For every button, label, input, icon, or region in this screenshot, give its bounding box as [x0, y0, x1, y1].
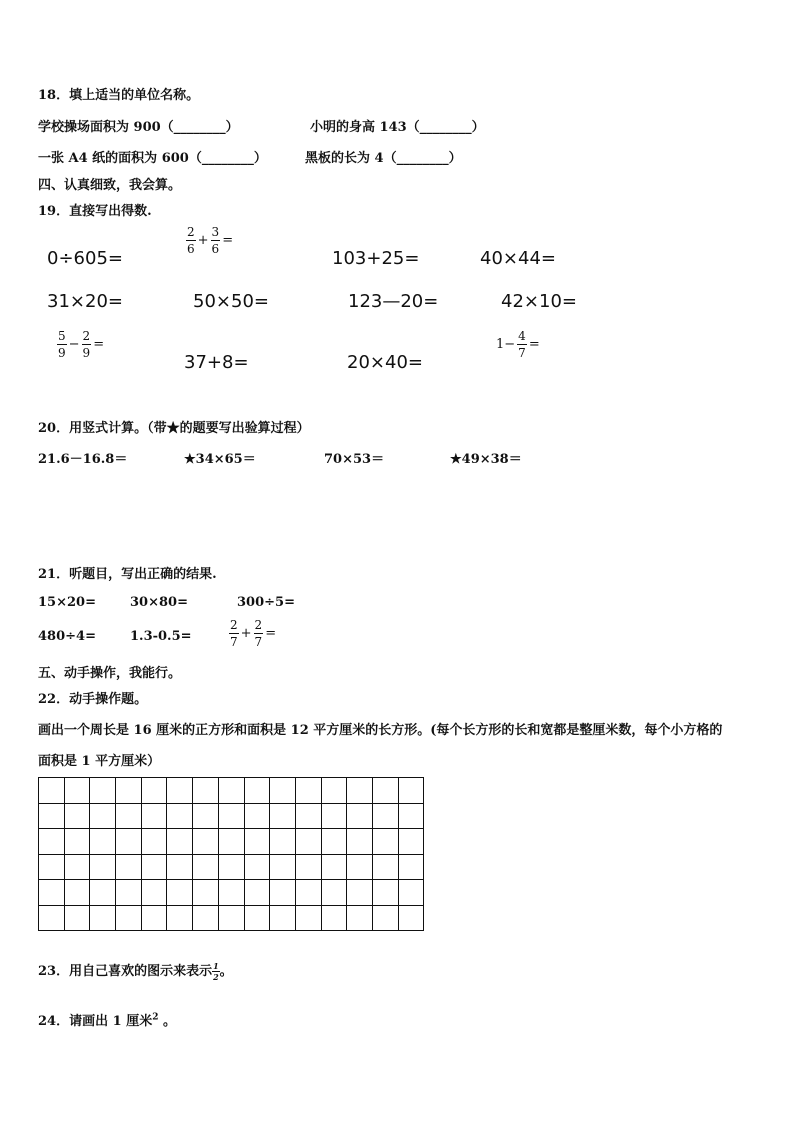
q19-expr-6: 50×50= [193, 291, 269, 312]
fraction-denominator: 7 [518, 346, 526, 360]
equals-sign: = [222, 233, 234, 248]
grid-cell[interactable] [270, 829, 296, 855]
q21-expr-2: 30×80= [130, 595, 188, 610]
q18-item-b: 小明的身高 143（________） [310, 120, 485, 135]
grid-cell[interactable] [64, 880, 90, 906]
section-4-heading: 四、认真细致，我会算。 [38, 178, 182, 193]
grid-cell[interactable] [218, 803, 244, 829]
q24-superscript: 2 [152, 1012, 159, 1023]
grid-cell[interactable] [372, 778, 398, 804]
q21-title: 21．听题目，写出正确的结果. [38, 567, 217, 582]
equals-sign: = [93, 337, 105, 352]
grid-cell[interactable] [167, 829, 193, 855]
grid-cell[interactable] [167, 803, 193, 829]
grid-cell[interactable] [90, 905, 116, 931]
fraction-denominator: 6 [211, 242, 220, 256]
grid-cell[interactable] [218, 880, 244, 906]
operator: + [197, 233, 209, 248]
grid-cell[interactable] [347, 803, 373, 829]
equals-sign: = [528, 337, 540, 352]
q20-expr-1: 21.6－16.8＝ [38, 452, 128, 467]
q19-expr-12 [494, 330, 542, 359]
fraction-numerator: 2 [230, 618, 238, 632]
grid-cell[interactable] [347, 854, 373, 880]
grid-cell[interactable] [244, 778, 270, 804]
grid-cell[interactable] [244, 803, 270, 829]
q22-instruction-line-2: 面积是 1 平方厘米） [38, 754, 161, 769]
grid-cell[interactable] [64, 905, 90, 931]
fraction-denominator: 7 [230, 635, 238, 649]
grid-cell[interactable] [398, 829, 424, 855]
q23-line [38, 960, 233, 981]
grid-cell[interactable] [372, 803, 398, 829]
grid-cell[interactable] [116, 854, 142, 880]
grid-cell[interactable] [39, 905, 65, 931]
q24-text: 24．请画出 1 厘米 [38, 1014, 153, 1029]
q19-expr-3: 103+25= [332, 248, 420, 269]
operator: − [68, 337, 80, 352]
grid-cell[interactable] [141, 854, 167, 880]
equals-sign: = [265, 626, 277, 641]
q18-title: 18．填上适当的单位名称。 [38, 88, 200, 103]
q20-expr-3: 70×53＝ [324, 452, 385, 467]
q21-expr-6 [229, 619, 278, 648]
q23-end: 。 [219, 964, 233, 979]
grid-cell[interactable] [270, 803, 296, 829]
grid-cell[interactable] [64, 778, 90, 804]
grid-cell[interactable] [398, 803, 424, 829]
grid-row [39, 905, 424, 931]
grid-cell[interactable] [347, 905, 373, 931]
section-5-heading: 五、动手操作，我能行。 [38, 666, 182, 681]
grid-row [39, 803, 424, 829]
fraction-numerator: 4 [518, 329, 526, 343]
drawing-grid[interactable] [38, 777, 424, 931]
fraction-numerator: 3 [211, 225, 220, 239]
fraction-denominator: 9 [58, 346, 66, 360]
q19-expr-4: 40×44= [480, 248, 556, 269]
grid-cell[interactable] [167, 854, 193, 880]
grid-cell[interactable] [372, 829, 398, 855]
fraction-denominator: 9 [82, 346, 91, 360]
operator: + [240, 626, 252, 641]
q22-title: 22．动手操作题。 [38, 692, 148, 707]
grid-cell[interactable] [295, 778, 321, 804]
grid-cell[interactable] [270, 778, 296, 804]
grid-cell[interactable] [116, 829, 142, 855]
grid-cell[interactable] [141, 778, 167, 804]
fraction-denominator: 2 [213, 972, 219, 982]
grid-cell[interactable] [295, 829, 321, 855]
q23-text: 23．用自己喜欢的图示来表示 [38, 964, 213, 979]
grid-cell[interactable] [295, 803, 321, 829]
grid-cell[interactable] [244, 829, 270, 855]
q18-item-a: 学校操场面积为 900（________） [38, 120, 239, 135]
grid-cell[interactable] [39, 829, 65, 855]
q19-expr-7: 123—20= [348, 291, 439, 312]
grid-cell[interactable] [39, 880, 65, 906]
grid-cell[interactable] [372, 880, 398, 906]
grid-cell[interactable] [218, 778, 244, 804]
grid-cell[interactable] [398, 778, 424, 804]
grid-cell[interactable] [90, 803, 116, 829]
grid-cell[interactable] [167, 880, 193, 906]
q20-expr-4: ★49×38＝ [450, 452, 522, 467]
grid-cell[interactable] [141, 803, 167, 829]
leading-term: 1− [496, 337, 516, 352]
grid-cell[interactable] [244, 880, 270, 906]
fraction-numerator: 2 [187, 225, 195, 239]
grid-cell[interactable] [321, 829, 347, 855]
grid-cell[interactable] [64, 803, 90, 829]
grid-row [39, 829, 424, 855]
fraction-denominator: 7 [254, 635, 263, 649]
grid-row [39, 854, 424, 880]
grid-cell[interactable] [347, 829, 373, 855]
q20-title: 20．用竖式计算。（带★的题要写出验算过程） [38, 421, 310, 436]
fraction-denominator: 6 [187, 242, 195, 256]
grid-cell[interactable] [64, 829, 90, 855]
grid-cell[interactable] [141, 880, 167, 906]
grid-cell[interactable] [398, 880, 424, 906]
q24-line [38, 1010, 176, 1029]
grid-cell[interactable] [193, 880, 219, 906]
grid-cell[interactable] [116, 803, 142, 829]
grid-cell[interactable] [218, 829, 244, 855]
grid-cell[interactable] [90, 880, 116, 906]
grid-cell[interactable] [270, 854, 296, 880]
grid-cell[interactable] [244, 905, 270, 931]
grid-cell[interactable] [116, 880, 142, 906]
grid-cell[interactable] [141, 905, 167, 931]
grid-cell[interactable] [321, 880, 347, 906]
grid-cell[interactable] [347, 778, 373, 804]
q20-expr-2: ★34×65＝ [184, 452, 256, 467]
grid-cell[interactable] [90, 829, 116, 855]
grid-cell[interactable] [295, 880, 321, 906]
grid-cell[interactable] [116, 778, 142, 804]
grid-cell[interactable] [116, 905, 142, 931]
fraction-numerator: 2 [82, 329, 91, 343]
grid-cell[interactable] [321, 854, 347, 880]
grid-cell[interactable] [64, 854, 90, 880]
fraction-numerator: 1 [213, 961, 219, 971]
grid-cell[interactable] [90, 854, 116, 880]
q21-expr-3: 300÷5= [237, 595, 295, 610]
grid-cell[interactable] [321, 778, 347, 804]
grid-cell[interactable] [244, 854, 270, 880]
grid-cell[interactable] [193, 803, 219, 829]
q18-item-c: 一张 A4 纸的面积为 600（________） [38, 151, 267, 166]
q22-instruction-line-1: 画出一个周长是 16 厘米的正方形和面积是 12 平方厘米的长方形。(每个长方形的长和宽都是整厘米数，每个小方格的 [38, 723, 723, 738]
grid-cell[interactable] [193, 905, 219, 931]
grid-cell[interactable] [372, 905, 398, 931]
grid-cell[interactable] [398, 854, 424, 880]
grid-cell[interactable] [193, 854, 219, 880]
q21-expr-1: 15×20= [38, 595, 96, 610]
grid-cell[interactable] [39, 854, 65, 880]
grid-cell[interactable] [193, 778, 219, 804]
q19-expr-2 [186, 226, 235, 255]
grid-cell[interactable] [90, 778, 116, 804]
grid-cell[interactable] [270, 905, 296, 931]
q19-expr-11: 20×40= [347, 352, 423, 373]
grid-cell[interactable] [39, 778, 65, 804]
grid-row [39, 778, 424, 804]
q24-end: 。 [158, 1014, 176, 1029]
grid-cell[interactable] [193, 829, 219, 855]
q19-expr-1: 0÷605= [47, 248, 123, 269]
grid-cell[interactable] [218, 854, 244, 880]
q19-expr-8: 42×10= [501, 291, 577, 312]
grid-cell[interactable] [39, 803, 65, 829]
grid-cell[interactable] [372, 854, 398, 880]
grid-cell[interactable] [398, 905, 424, 931]
grid-cell[interactable] [167, 905, 193, 931]
grid-cell[interactable] [270, 880, 296, 906]
grid-cell[interactable] [167, 778, 193, 804]
q21-expr-4: 480÷4= [38, 629, 96, 644]
grid-cell[interactable] [295, 854, 321, 880]
q19-expr-10: 37+8= [184, 352, 249, 373]
grid-row [39, 880, 424, 906]
q19-expr-5: 31×20= [47, 291, 123, 312]
fraction-numerator: 2 [254, 618, 263, 632]
grid-cell[interactable] [321, 803, 347, 829]
q19-expr-9 [57, 330, 106, 359]
grid-cell[interactable] [218, 905, 244, 931]
grid-cell[interactable] [321, 905, 347, 931]
fraction-numerator: 5 [58, 329, 66, 343]
q19-title: 19．直接写出得数. [38, 204, 152, 219]
grid-cell[interactable] [295, 905, 321, 931]
grid-cell[interactable] [141, 829, 167, 855]
q21-expr-5: 1.3-0.5= [130, 629, 192, 644]
grid-cell[interactable] [347, 880, 373, 906]
q18-item-d: 黑板的长为 4（________） [305, 151, 462, 166]
